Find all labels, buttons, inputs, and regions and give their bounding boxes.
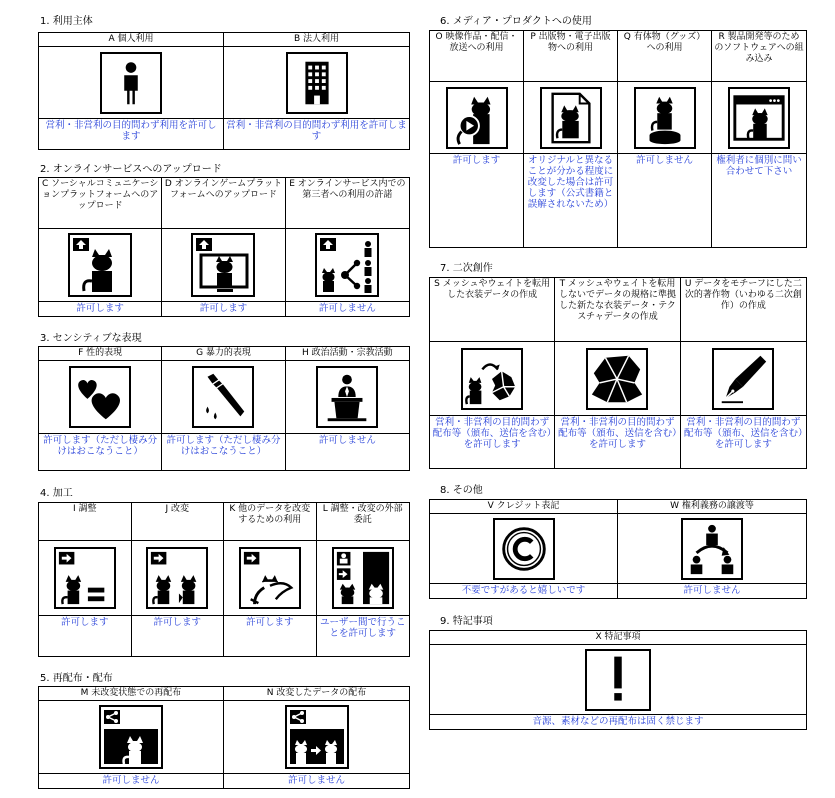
online-upload-table	[38, 177, 410, 317]
cell-icon-l	[317, 541, 410, 616]
cell-icon-e	[286, 229, 409, 302]
cell-header-o: O 映像作品・配信・放送への利用	[430, 31, 524, 82]
cell-status-x: 音源、素材などの再配布は固く禁じます	[532, 716, 704, 727]
third-party-license-icon	[315, 233, 379, 297]
cell-status-i: 許可します	[39, 616, 132, 656]
section-title-other: 8. その他	[440, 485, 483, 496]
adjust-icon	[54, 547, 116, 609]
cell-status-o: 許可します	[430, 154, 524, 247]
cell-status-g: 許可します（ただし棲み分けはおこなうこと）	[162, 434, 285, 470]
distribute-modified-icon	[285, 705, 349, 769]
cell-header-n: N 改変したデータの配布	[224, 687, 409, 701]
cell-icon-r	[712, 82, 806, 154]
cell-header-l: L 調整・改変の外部委託	[317, 503, 410, 541]
cell-header-u: U データをモチーフにした二次的著作物（いわゆる二次創作）の作成	[681, 278, 806, 342]
section-title-sensitive: 3. センシティブな表現	[40, 333, 142, 344]
cell-status-l: ユーザー間で行うことを許可します	[319, 617, 406, 639]
cell-icon-n	[224, 701, 409, 774]
cell-status-w: 許可しません	[683, 585, 741, 596]
special-notes-table	[429, 630, 807, 730]
cell-status-d: 許可します	[162, 302, 285, 316]
modify-icon	[146, 547, 208, 609]
cell-icon-k	[224, 541, 317, 616]
cell-status-p: オリジナルと異なることが分かる程度に改変した場合は許可します（公式書籍と誤解されないため）	[524, 154, 618, 247]
cell-icon-v	[430, 514, 618, 584]
figure-goods-icon	[634, 87, 696, 149]
exclamation-icon	[585, 649, 651, 711]
cell-header-p: P 出版物・電子出版物への利用	[524, 31, 618, 82]
sensitive-table	[38, 346, 410, 471]
game-upload-icon	[191, 233, 255, 297]
section-title-media-product: 6. メディア・プロダクトへの使用	[440, 16, 592, 27]
cell-status-s: 営利・非営利の目的問わず配布等（頒布、送信を含む）を許可します	[430, 416, 555, 468]
derivative-table	[429, 277, 807, 469]
cell-icon-g	[162, 361, 285, 434]
publication-icon	[540, 87, 602, 149]
cell-header-a: A 個人利用	[39, 33, 224, 47]
cell-icon-o	[430, 82, 524, 154]
processing-table	[38, 502, 410, 657]
cell-header-m: M 未改変状態での再配布	[39, 687, 224, 701]
other-table	[429, 499, 807, 599]
pen-nib-icon	[712, 348, 774, 410]
cell-header-i: I 調整	[39, 503, 132, 541]
cell-header-t: T メッシュやウェイトを転用しないでデータの規格に準拠した新たな衣装データ・テクスチャデータの作成	[555, 278, 680, 342]
cell-icon-j	[132, 541, 225, 616]
costume-mesh-icon	[461, 348, 523, 410]
redistribute-icon	[99, 705, 163, 769]
building-icon	[286, 52, 348, 114]
cell-icon-d	[162, 229, 285, 302]
modify-other-data-icon	[239, 547, 301, 609]
cell-status-q: 許可しません	[618, 154, 712, 247]
cell-status-a: 営利・非営利の目的問わず利用を許可します	[39, 119, 224, 149]
usage-subject-table	[38, 32, 410, 150]
cell-header-s: S メッシュやウェイトを転用した衣装データの作成	[430, 278, 555, 342]
cell-icon-x	[430, 645, 806, 715]
cell-header-k: K 他のデータを改変するための利用	[224, 503, 317, 541]
cell-header-e: E オンラインサービス内での第三者への利用の許諾	[286, 178, 409, 229]
redistribution-table	[38, 686, 410, 789]
cell-header-w: W 権利義務の譲渡等	[618, 500, 806, 514]
cell-status-c: 許可します	[39, 302, 162, 316]
cell-status-m: 許可しません	[39, 774, 224, 788]
cell-icon-b	[224, 47, 409, 119]
cell-icon-s	[430, 342, 555, 416]
knife-icon	[192, 366, 254, 428]
cell-status-e: 許可しません	[318, 303, 376, 314]
cell-header-f: F 性的表現	[39, 347, 162, 361]
cell-icon-i	[39, 541, 132, 616]
cell-header-c: C ソーシャルコミュニケーションプラットフォームへのアップロード	[39, 178, 162, 229]
hearts-icon	[69, 366, 131, 428]
cell-status-j: 許可します	[132, 616, 225, 656]
cell-header-q: Q 有体物（グッズ）への利用	[618, 31, 712, 82]
cell-header-h: H 政治活動・宗教活動	[286, 347, 409, 361]
transfer-rights-icon	[681, 518, 743, 580]
outsourcing-icon	[332, 547, 394, 609]
section-title-special-notes: 9. 特記事項	[440, 616, 493, 627]
speaker-podium-icon	[316, 366, 378, 428]
cell-status-v: 不要ですがあると嬉しいです	[430, 584, 618, 598]
cell-icon-w	[618, 514, 806, 584]
cell-header-b: B 法人利用	[224, 33, 409, 47]
cell-header-j: J 改変	[132, 503, 225, 541]
cell-icon-m	[39, 701, 224, 774]
section-title-redistribution: 5. 再配布・配布	[40, 673, 113, 684]
section-title-derivative: 7. 二次創作	[440, 263, 493, 274]
cell-icon-f	[39, 361, 162, 434]
new-costume-icon	[586, 348, 648, 410]
cell-icon-h	[286, 361, 409, 434]
cell-status-b: 営利・非営利の目的問わず利用を許可します	[226, 120, 407, 142]
software-icon	[728, 87, 790, 149]
cell-icon-a	[39, 47, 224, 119]
cell-header-x: X 特記事項	[430, 631, 806, 645]
cell-icon-p	[524, 82, 618, 154]
cell-header-v: V クレジット表記	[430, 500, 618, 514]
media-product-table	[429, 30, 807, 248]
cell-status-f: 許可します（ただし棲み分けはおこなうこと）	[39, 434, 162, 470]
cell-header-d: D オンラインゲームプラットフォームへのアップロード	[162, 178, 285, 229]
video-icon	[446, 87, 508, 149]
section-title-processing: 4. 加工	[40, 488, 73, 499]
cell-status-n: 許可しません	[287, 775, 345, 786]
section-title-online-upload: 2. オンラインサービスへのアップロード	[40, 164, 222, 175]
copyright-icon	[493, 518, 555, 580]
cell-icon-c	[39, 229, 162, 302]
social-upload-icon	[68, 233, 132, 297]
cell-status-u: 営利・非営利の目的問わず配布等（頒布、送信を含む）を許可します	[683, 417, 803, 450]
cell-status-h: 許可しません	[318, 435, 376, 446]
cell-status-t: 営利・非営利の目的問わず配布等（頒布、送信を含む）を許可します	[555, 416, 680, 468]
cell-status-r: 権利者に個別に問い合わせて下さい	[716, 155, 802, 177]
cell-status-k: 許可します	[224, 616, 317, 656]
cell-icon-u	[681, 342, 806, 416]
cell-header-r: R 製品開発等のためのソフトウェアへの組み込み	[712, 31, 806, 82]
section-title-usage-subject: 1. 利用主体	[40, 16, 93, 27]
person-icon	[100, 52, 162, 114]
cell-icon-q	[618, 82, 712, 154]
cell-icon-t	[555, 342, 680, 416]
cell-header-g: G 暴力的表現	[162, 347, 285, 361]
